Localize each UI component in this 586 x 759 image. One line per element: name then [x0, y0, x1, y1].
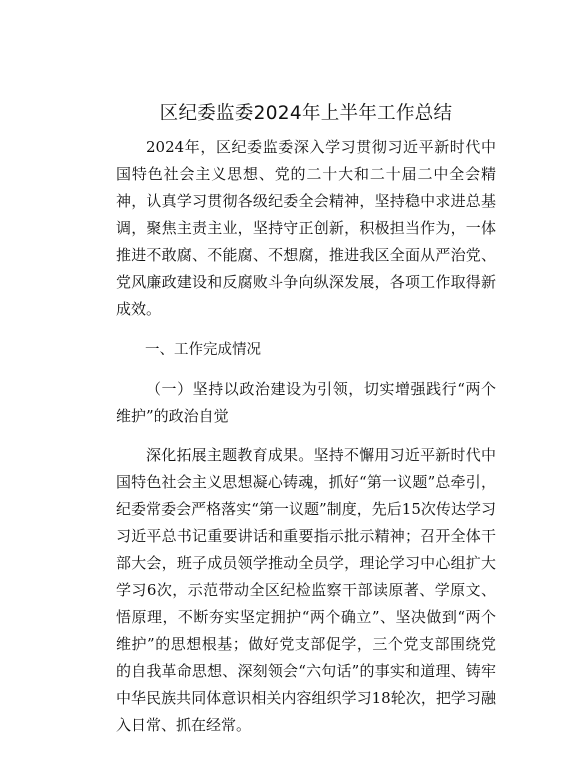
section-heading-work-completion: 一、工作完成情况 — [145, 342, 261, 358]
document-title: 区纪委监委2024年上半年工作总结 — [159, 103, 453, 124]
subsection-body-paragraph: 深化拓展主题教育成果。坚持不懈用习近平新时代中国特色社会主义思想凝心铸魂，抓好“第一议题”总牵引，纪委常委会严格落实“第一议题”制度，先后15次传达学习习近平总书记重要讲话和重要指示批示精神；召开全体干部大会，班子成员领学推动全员学，理论学习中心组扩大学习6次，示范带动全区纪检监察干部读原著、学原文、悟原理，不断夯实坚定拥护“两个确立”、坚决做到“两个维护”的思想根基；做好党支部促学，三个党支部围绕党的自我革命思想、深刻领会“六句话”的事实和道理、铸牢中华民族共同体意识相关内容组织学习18轮次，把学习融入日常、抓在经常。 — [116, 446, 496, 734]
document-body — [116, 100, 496, 739]
intro-paragraph: 2024年，区纪委监委深入学习贯彻习近平新时代中国特色社会主义思想、党的二十大和二十届二中全会精神，认真学习贯彻各级纪委全会精神，坚持稳中求进总基调，聚焦主责主业，坚持守正创新，积极担当作为，一体推进不敢腐、不能腐、不想腐，推进我区全面从严治党、党风廉政建设和反腐败斗争向纵深发展，各项工作取得新成效。 — [116, 138, 496, 318]
subsection-heading-political-building: （一）坚持以政治建设为引领，切实增强践行“两个维护”的政治自觉 — [116, 380, 496, 425]
